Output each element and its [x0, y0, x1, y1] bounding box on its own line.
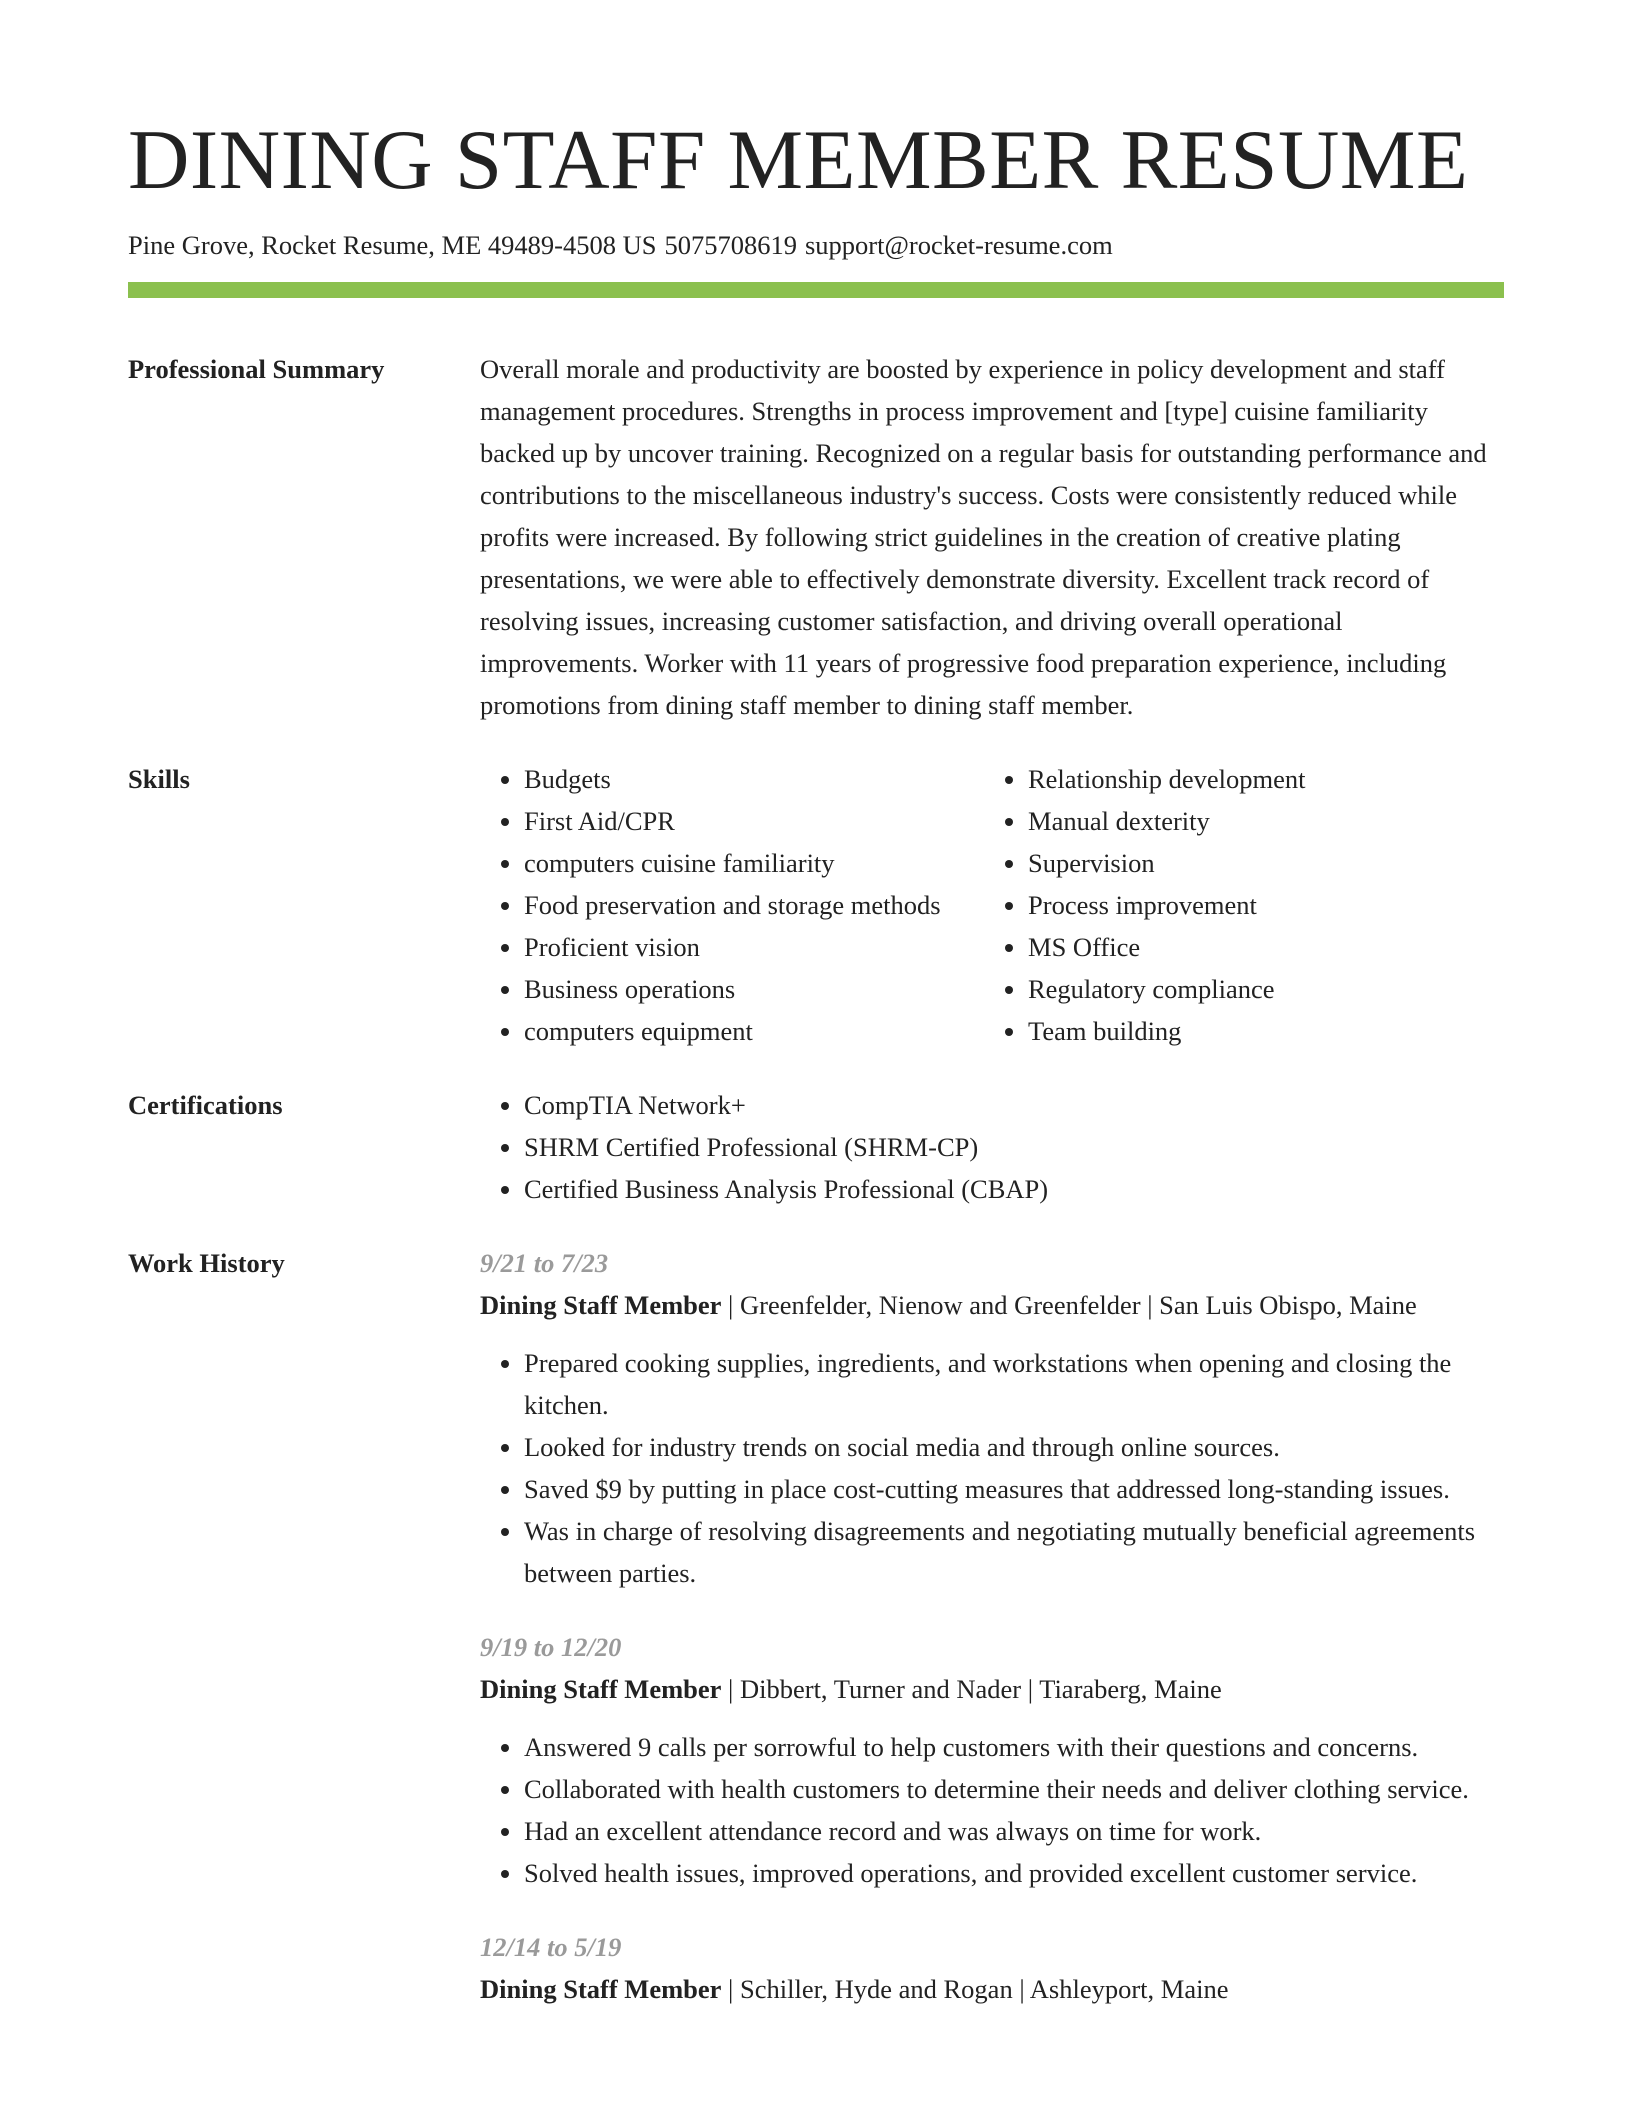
- section-heading-certifications: Certifications: [128, 1089, 283, 1120]
- skill-item: • Supervision: [1028, 842, 1548, 884]
- certifications-list: [480, 1084, 1504, 1210]
- job-entry: [480, 1242, 1504, 1594]
- skill-item: • Regulatory compliance: [1028, 968, 1548, 1010]
- skill-item: • First Aid/CPR: [524, 800, 984, 842]
- job-employer-location: | Dibbert, Turner and Nader | Tiaraberg, Maine: [721, 1673, 1222, 1704]
- job-bullets: [480, 1342, 1504, 1594]
- summary-text: Overall morale and productivity are boosted by experience in policy development and staff management procedures. Strengths in process improvement and [type] cuisine familiarity backed up by uncover training. Recognized on a regular basis for outstanding performance and contributions to the miscellaneous industry's success. Costs were consistently reduced while profits were increased. By following strict guidelines in the creation of creative plating presentations, we were able to effectively demonstrate diversity. Excellent track record of resolving issues, increasing customer satisfaction, and driving overall operational improvements. Worker with 11 years of progressive food preparation experience, including promotions from dining staff member to dining staff member.: [480, 353, 1487, 720]
- skill-item: • computers equipment: [524, 1010, 984, 1052]
- job-bullet: • Prepared cooking supplies, ingredients, and workstations when opening and closing the kitchen.: [524, 1342, 1504, 1426]
- job-bullet: • Solved health issues, improved operations, and provided excellent customer service.: [524, 1852, 1504, 1894]
- certifications-body: [480, 1084, 1504, 1210]
- section-heading-skills: Skills: [128, 763, 190, 794]
- job-bullet: • Looked for industry trends on social media and through online sources.: [524, 1426, 1504, 1468]
- job-employer-location: | Schiller, Hyde and Rogan | Ashleyport, Maine: [721, 1973, 1229, 2004]
- contact-email: support@rocket-resume.com: [804, 230, 1113, 260]
- work-history-section: [128, 1242, 1504, 2042]
- skill-item: • Budgets: [524, 758, 984, 800]
- certification-item: • Certified Business Analysis Professional (CBAP): [524, 1168, 1504, 1210]
- section-heading-work-history: Work History: [128, 1247, 285, 1278]
- job-bullet: • Had an excellent attendance record and was always on time for work.: [524, 1810, 1504, 1852]
- job-dates: 9/21 to 7/23: [480, 1247, 609, 1278]
- job-header: [480, 1968, 1504, 2010]
- job-bullet: • Was in charge of resolving disagreements and negotiating mutually beneficial agreements between parties.: [524, 1510, 1504, 1594]
- skill-item: • Manual dexterity: [1028, 800, 1548, 842]
- job-employer-location: | Greenfelder, Nienow and Greenfelder | San Luis Obispo, Maine: [721, 1289, 1417, 1320]
- contact-phone: 5075708619: [664, 230, 797, 260]
- job-title: Dining Staff Member: [480, 1673, 722, 1704]
- job-bullets: [480, 1726, 1504, 1894]
- skill-item: • Team building: [1028, 1010, 1548, 1052]
- certification-item: • CompTIA Network+: [524, 1084, 1504, 1126]
- skill-item: • MS Office: [1028, 926, 1548, 968]
- job-header: [480, 1668, 1504, 1710]
- skills-section: [128, 758, 1504, 1052]
- job-title: Dining Staff Member: [480, 1289, 722, 1320]
- skills-list-left: [480, 758, 984, 1052]
- job-bullet: • Saved $9 by putting in place cost-cutting measures that addressed long-standing issues.: [524, 1468, 1504, 1510]
- certifications-section: [128, 1084, 1504, 1210]
- contact-line: [128, 230, 1504, 262]
- job-title: Dining Staff Member: [480, 1973, 722, 2004]
- resume-title: DINING STAFF MEMBER RESUME: [128, 113, 1469, 207]
- job-header: [480, 1284, 1504, 1326]
- job-dates: 9/19 to 12/20: [480, 1631, 622, 1662]
- professional-summary-section: [128, 348, 1504, 726]
- section-heading-summary: Professional Summary: [128, 353, 385, 384]
- skill-item: • Process improvement: [1028, 884, 1548, 926]
- skill-item: • Proficient vision: [524, 926, 984, 968]
- accent-divider: [128, 282, 1504, 298]
- skills-list-right: [984, 758, 1548, 1052]
- skill-item: • computers cuisine familiarity: [524, 842, 984, 884]
- job-bullet: • Answered 9 calls per sorrowful to help customers with their questions and concerns.: [524, 1726, 1504, 1768]
- work-history-body: [480, 1242, 1504, 2042]
- resume-page: [128, 113, 1504, 2042]
- job-dates: 12/14 to 5/19: [480, 1931, 622, 1962]
- skills-columns: [480, 758, 1504, 1052]
- skill-item: • Business operations: [524, 968, 984, 1010]
- skill-item: • Food preservation and storage methods: [524, 884, 984, 926]
- job-entry: [480, 1926, 1504, 2010]
- job-bullet: • Collaborated with health customers to determine their needs and deliver clothing service.: [524, 1768, 1504, 1810]
- job-entry: [480, 1626, 1504, 1894]
- skill-item: • Relationship development: [1028, 758, 1548, 800]
- certification-item: • SHRM Certified Professional (SHRM-CP): [524, 1126, 1504, 1168]
- contact-address: Pine Grove, Rocket Resume, ME 49489-4508 US: [128, 230, 657, 260]
